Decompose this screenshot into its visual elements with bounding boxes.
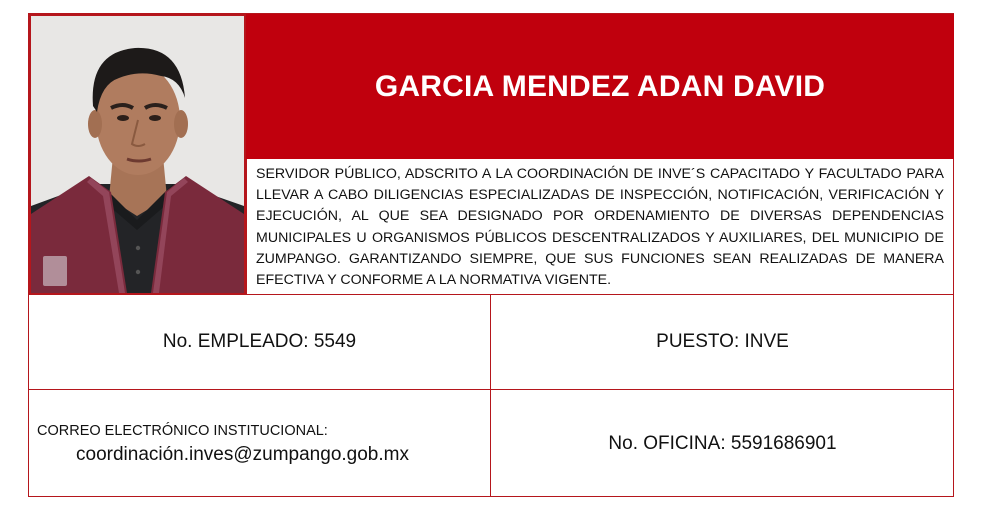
- email-label: CORREO ELECTRÓNICO INSTITUCIONAL:: [37, 423, 328, 439]
- employee-number-cell: [29, 295, 491, 390]
- employee-name: GARCIA MENDEZ ADAN DAVID: [374, 69, 826, 103]
- employee-card: [28, 13, 954, 497]
- email-value: coordinación.inves@zumpango.gob.mx: [76, 444, 409, 465]
- employee-number: No. EMPLEADO: 5549: [162, 331, 357, 352]
- name-header: [246, 14, 954, 159]
- office-number-cell: [491, 390, 954, 497]
- email-cell: [29, 390, 491, 497]
- position-cell: [491, 295, 954, 390]
- employee-photo: [29, 14, 246, 295]
- description-box: [246, 159, 954, 295]
- employee-description: SERVIDOR PÚBLICO, ADSCRITO A LA COORDINACIÓN DE INVE´S CAPACITADO Y FACULTADO PARA LLEVAR A CABO DILIGENCIAS ESPECIALIZADAS DE INSPECCIÓN, NOTIFICACIÓN, VERIFICACIÓN Y EJECUCIÓN, AL QUE SEA DESIGNADO POR ORDENAMIENTO DE DIVERSAS DEPENDENCIAS MUNICIPALES U ORGANISMOS PÚBLICOS DESCENTRALIZADOS Y AUXILIARES, DEL MUNICIPIO DE ZUMPANGO. GARANTIZANDO SIEMPRE, QUE SUS FUNCIONES SEAN REALIZADAS DE MANERA EFECTIVA Y CONFORME A LA NORMATIVA VIGENTE.: [256, 166, 944, 289]
- employee-position: PUESTO: INVE: [656, 331, 789, 352]
- office-number: No. OFICINA: 5591686901: [608, 432, 837, 454]
